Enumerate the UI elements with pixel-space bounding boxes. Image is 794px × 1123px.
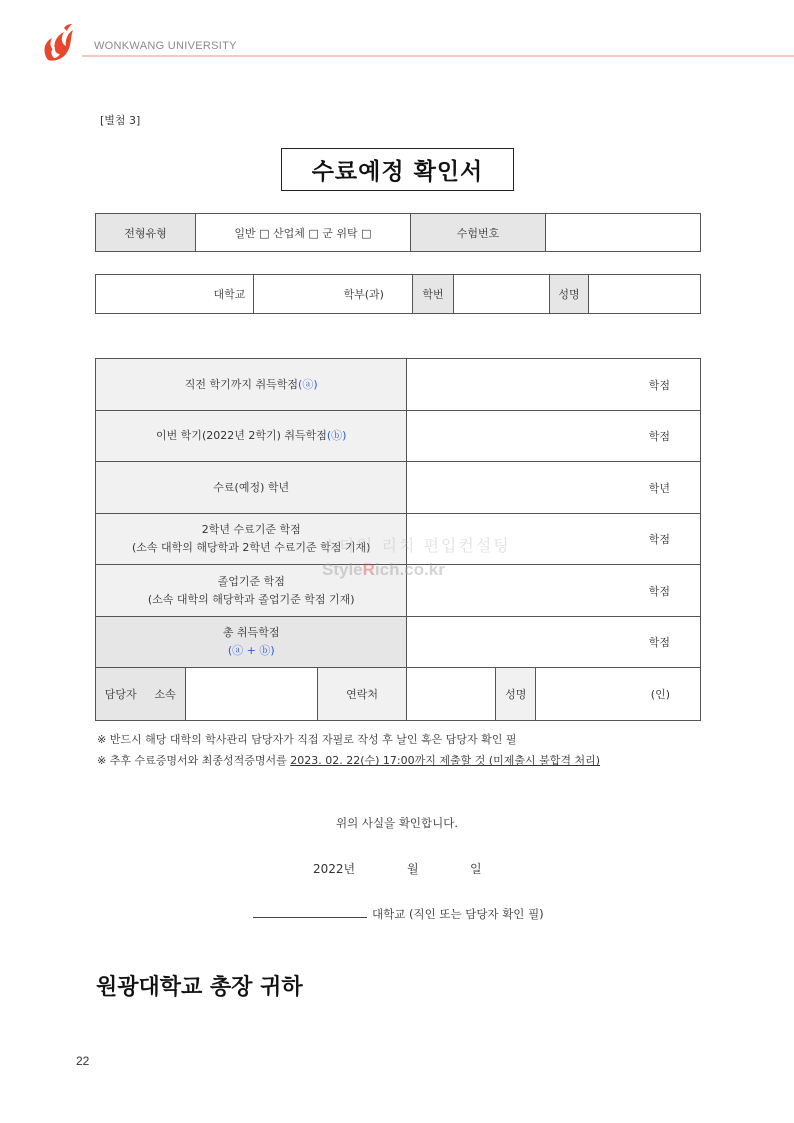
- flame-logo-icon: [40, 22, 74, 62]
- graduation-criteria-note: (소속 대학의 해당학과 졸업기준 학점 기재): [147, 592, 355, 606]
- watermark-url-r: R: [362, 560, 375, 579]
- credits-table: [95, 358, 701, 721]
- marker-b: (ⓑ): [326, 429, 347, 443]
- university-label: 대학교: [214, 275, 254, 314]
- staff-name-label: 성명: [496, 668, 536, 721]
- page-header: [0, 0, 794, 64]
- completion-year-unit[interactable]: 학년: [407, 462, 701, 514]
- addressee: 원광대학교 총장 귀하: [96, 975, 303, 1000]
- student-id-field[interactable]: [454, 275, 550, 314]
- watermark-url-prefix: Style: [322, 560, 363, 579]
- note-submission-deadline: [97, 750, 600, 771]
- exam-number-field[interactable]: [546, 214, 701, 252]
- total-credits-label: 총 취득학점: [222, 626, 280, 640]
- date-day[interactable]: 일: [470, 862, 482, 876]
- completion-year-label: 수료(예정) 학년: [96, 462, 407, 514]
- total-credits-formula: (ⓐ + ⓑ): [227, 644, 275, 657]
- total-credits-unit[interactable]: 학점: [407, 617, 701, 668]
- document-title: 수료예정 확인서: [281, 148, 514, 191]
- watermark-text-korean: 스타일 리치 편입컨설팅: [322, 536, 511, 555]
- department-field[interactable]: [254, 275, 344, 314]
- table-row: [96, 617, 701, 668]
- affiliation-field[interactable]: [185, 668, 317, 721]
- second-year-criteria-label: 2학년 수료기준 학점: [201, 523, 301, 537]
- credits-before-label: 직전 학기까지 취득학점: [184, 377, 299, 391]
- table-row: [96, 411, 701, 462]
- student-id-label: 학번: [413, 275, 454, 314]
- signature-line[interactable]: [253, 917, 367, 918]
- credits-before-unit[interactable]: 학점: [407, 359, 701, 411]
- note-deadline-text: 2023. 02. 22(수) 17:00까지 제출할 것 (미제출시 불합격 처리): [290, 754, 601, 767]
- graduation-criteria-label: 졸업기준 학점: [217, 574, 285, 588]
- notes: [97, 729, 600, 771]
- seal-field[interactable]: (인): [536, 668, 701, 721]
- applicant-type-table: [95, 213, 701, 252]
- date-year[interactable]: 2022년: [313, 862, 356, 876]
- table-row: [96, 359, 701, 411]
- exam-number-label: 수험번호: [411, 214, 546, 252]
- department-label: 학부(과): [344, 275, 413, 314]
- confirmation-statement: 위의 사실을 확인합니다.: [335, 816, 459, 830]
- signature-label: 대학교 (직인 또는 담당자 확인 필): [372, 907, 544, 921]
- name-field[interactable]: [589, 275, 701, 314]
- marker-a: (ⓐ): [298, 377, 318, 391]
- second-year-criteria-note: (소속 대학의 해당학과 2학년 수료기준 학점 기재): [131, 541, 371, 554]
- type-label: 전형유형: [96, 214, 196, 252]
- staff-label: 담당자: [96, 668, 146, 721]
- contact-field[interactable]: [407, 668, 496, 721]
- note-signature-required: ※ 반드시 해당 대학의 학사관리 담당자가 직접 자필로 작성 후 날인 혹은 담당자 확인 필: [97, 733, 517, 746]
- name-label: 성명: [550, 275, 589, 314]
- university-name: WONKWANG UNIVERSITY: [94, 40, 237, 52]
- table-row: [96, 565, 701, 617]
- affiliation-label: 소속: [145, 668, 185, 721]
- table-row: [96, 514, 701, 565]
- second-year-criteria-unit[interactable]: 학점: [407, 514, 701, 565]
- school-info-table: [95, 274, 701, 314]
- credits-this-term-label: 이번 학기(2022년 2학기) 취득학점: [155, 429, 327, 443]
- credits-this-term-unit[interactable]: 학점: [407, 411, 701, 462]
- type-options[interactable]: 일반 □ 산업체 □ 군 위탁 □: [196, 214, 411, 252]
- table-row: [96, 462, 701, 514]
- graduation-criteria-unit[interactable]: 학점: [407, 565, 701, 617]
- date-month[interactable]: 월: [407, 862, 419, 876]
- header-divider: [82, 55, 794, 57]
- watermark-url-suffix: ich.co.kr: [374, 560, 445, 579]
- university-field[interactable]: [96, 275, 214, 314]
- note-deadline-prefix: ※ 추후 수료증명서와 최종성적증명서를: [97, 754, 291, 767]
- staff-row: [96, 668, 701, 721]
- appendix-label: [별첨 3]: [100, 114, 141, 127]
- page-number: 22: [76, 1054, 90, 1068]
- contact-label: 연락처: [317, 668, 407, 721]
